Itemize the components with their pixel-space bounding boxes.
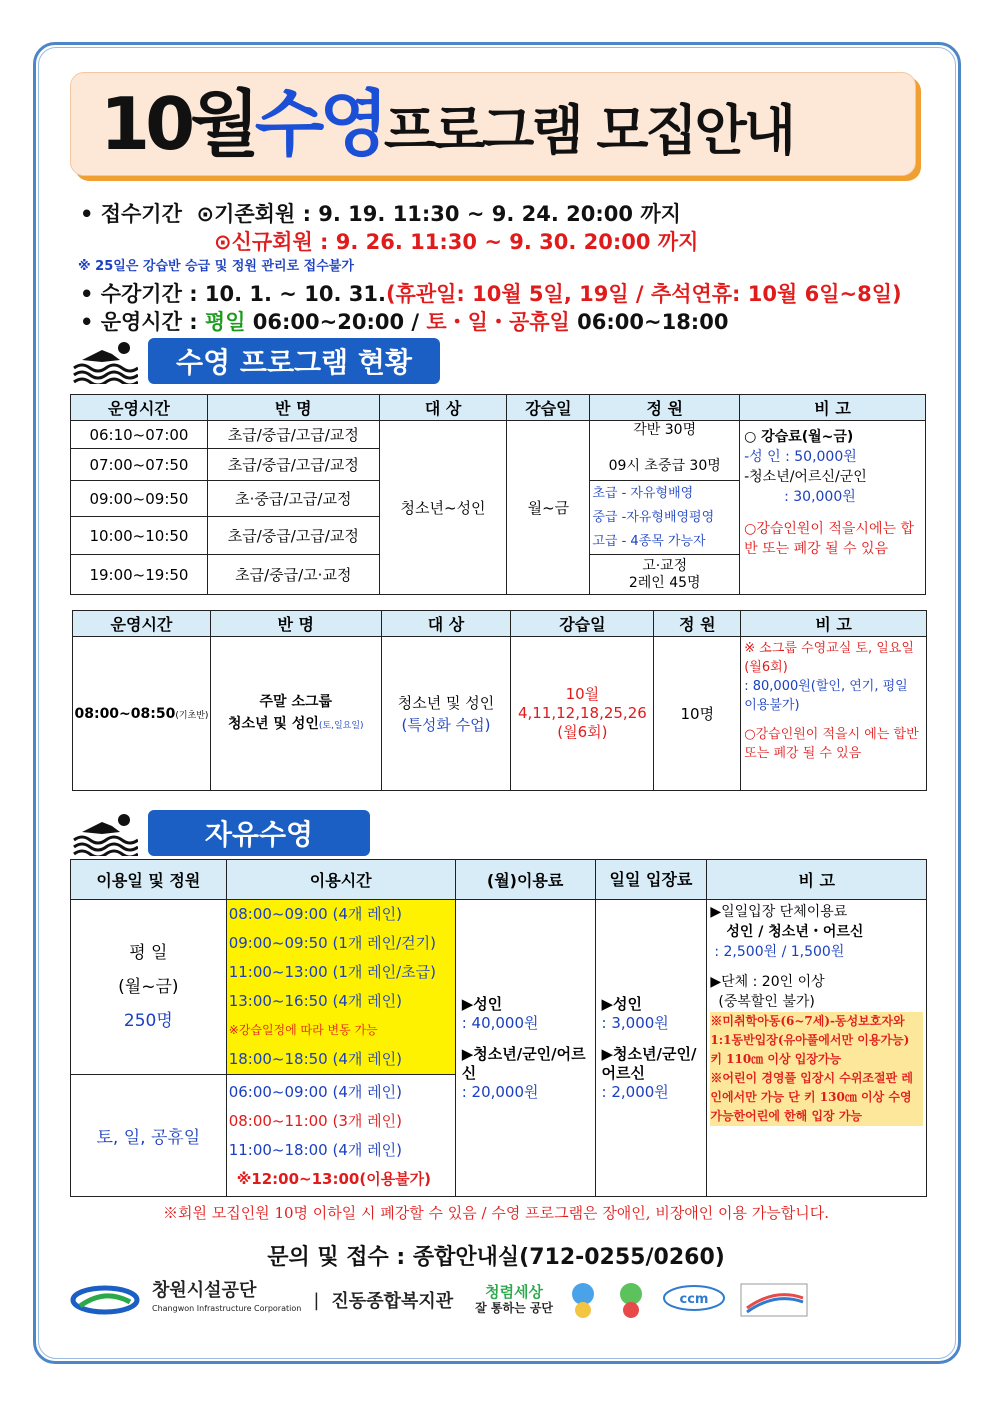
swimmer-icon [72,338,138,384]
weekend-program-table: 운영시간 반 명 대 상 강습일 정 원 비 고 08:00~08:50(기초반) 주말 소그룹 청소년 및 성인(토,일요일) 청소년 및 성인 (특성화 수업) 10월 4,11,12,18,25,26 (월6회) 10명 ※ 소그룹 수영교실 토, 일요일(월6회) : 80,000원(할인, 연기, 평일 이용불가) ○강습인원이 적을시 에는 합반 또는 폐강 될 수 있음 [72,610,927,791]
table-row: 09:00~09:50 초·중급/고급/교정 초급 - 자유형배영 중급 -자유형배영평영 고급 - 4종목 가능자 [71,481,926,517]
org-name-en: Changwon Infrastructure Corporation [152,1304,302,1313]
slogan-sub: 잘 통하는 공단 [475,1301,554,1315]
course-period-line: • 수강기간 : 10. 1. ~ 10. 31.(휴관일: 10월 5일, 19일 / 추석연휴: 10월 6일~8일) [80,282,902,306]
title-swim: 수영 [254,82,384,166]
certification-logo-icon [739,1282,809,1318]
table-row: 10:00~10:50 초급/중급/고급/교정 [71,517,926,555]
title-rest: 프로그램 모집안내 [383,99,793,162]
table-row: 평 일 (월~금) 250명 08:00~09:00 (4개 레인) 09:00~09:50 (1개 레인/걷기) 11:00~13:00 (1개 레인/초급) 13:00~16:50 (4개 레인) ※강습일정에 따라 변동 가능 18:00~18:50 (4개 레인) ▶성인 : 40,000원 ▶청소년/군인/어르신 : 20,000원 ▶성인 : 3,000원 ▶청소년/군인/어르신 : 2,000원 ▶일일입장 단체이용료 성인 / 청소년・어르신 : 2,500원 / 1,500원 ▶단체 : 20인 이상 (중복할인 불가) ※미취학아동(6~7세)-동성보호자와 1:1동반입장(유아풀에서만 이용가능) 키 110㎝ 이상 입장가능 ※어린이 경영풀 입장시 수위조절판 레인에서만 가능 단 키 130㎝ 이상 수영 가능한어린에 한해 입장 가능 [71,900,927,1075]
operation-hours-line: • 운영시간 : 평일 06:00~20:00 / 토・일・공휴일 06:00~18:00 [80,310,729,334]
section-free-swim: 자유수영 [148,810,370,856]
table-row: 토, 일, 공휴일 06:00~09:00 (4개 레인) 08:00~11:00 (3개 레인) 11:00~18:00 (4개 레인) ※12:00~13:00(이용불가) [71,1075,927,1197]
reg-period-line: • 접수기간 ⊙기존회원 : 9. 19. 11:30 ~ 9. 24. 20:00 까지 [80,202,681,226]
org-name: 창원시설공단 [152,1280,257,1301]
bottom-note: ※회원 모집인원 10명 이하일 시 폐강할 수 있음 / 수영 프로그램은 장애인, 비장애인 이용 가능합니다. [162,1204,830,1222]
ccm-logo-icon [661,1282,727,1318]
existing-members: ⊙기존회원 : 9. 19. 11:30 ~ 9. 24. 20:00 까지 [196,202,681,226]
section-program-status: 수영 프로그램 현황 [148,338,440,384]
page-title [100,78,793,177]
new-members: ⊙신규회원 : 9. 26. 11:30 ~ 9. 30. 20:00 까지 [214,230,699,254]
table-row: 08:00~08:50(기초반) 주말 소그룹 청소년 및 성인(토,일요일) 청소년 및 성인 (특성화 수업) 10월 4,11,12,18,25,26 (월6회) 10명 ※ 소그룹 수영교실 토, 일요일(월6회) : 80,000원(할인, 연기, 평일 이용불가) ○강습인원이 적을시 에는 합반 또는 폐강 될 수 있음 [73,637,927,791]
footer: 창원시설공단 Changwon Infrastructure Corporation | 진동종합복지관 청렴세상 잘 통하는 공단 ccm [70,1280,940,1320]
mascot-icon [565,1280,601,1320]
branch-name: 진동종합복지관 [331,1291,454,1312]
title-month: 10월 [100,82,255,166]
free-swim-table: 이용일 및 정원 이용시간 (월)이용료 일일 입장료 비 고 평 일 (월~금) 250명 08:00~09:00 (4개 레인) 09:00~09:50 (1개 레인/걷기) 11:00~13:00 (1개 레인/초급) 13:00~16:50 (4개 레인) ※강습일정에 따라 변동 가능 18:00~18:50 (4개 레인) ▶성인 : 40,000원 ▶청소년/군인/어르신 : 20,000원 ▶성인 : 3,000원 ▶청소년/군인/어르신 : 2,000원 ▶일일입장 단체이용료 성인 / 청소년・어르신 : 2,500원 / 1,500원 ▶단체 : 20인 이상 (중복할인 불가) ※미취학아동(6~7세)-동성보호자와 1:1동반입장(유아풀에서만 이용가능) 키 110㎝ 이상 입장가능 ※어린이 경영풀 입장시 수위조절판 레인에서만 가능 단 키 130㎝ 이상 수영 가능한어린에 한해 입장 가능 토, 일, 공휴일 06:00~09:00 (4개 레인) 08:00~11:00 (3개 레인) 11:00~18:00 (4개 레인) ※12:00~13:00(이용불가) [70,859,927,1197]
reg-note: ※ 25일은 강습반 승급 및 정원 관리로 접수불가 [78,259,354,274]
table-row: 19:00~19:50 초급/중급/고·교정 고·교정 2레인 45명 [71,555,926,595]
table-row: 07:00~07:50 초급/중급/고급/교정 [71,449,926,481]
org-logo-icon [70,1282,140,1318]
swimmer-icon [72,810,138,856]
slogan-title: 청렴세상 [485,1283,544,1301]
contact-info: 문의 및 접수 : 종합안내실(712-0255/0260) [267,1245,725,1270]
table-row: 06:10~07:00 초급/중급/고급/교정 청소년~성인 월~금 각반 30명 09시 초중급 30명 ○ 강습료(월~금) -성 인 : 50,000원 -청소년/어르신/군인 : 30,000원 ○강습인원이 적을시에는 합반 또는 폐강 될 수 있음 [71,421,926,449]
svg-text:ccm: ccm [679,1292,709,1307]
program-table: 운영시간 반 명 대 상 강습일 정 원 비 고 06:10~07:00 초급/중급/고급/교정 청소년~성인 월~금 각반 30명 09시 초중급 30명 ○ 강습료(월~금) -성 인 : 50,000원 -청소년/어르신/군인 : 30,000원 ○강습인원이 적을시에는 합반 또는 폐강 될 수 있음 07:00~07:50 초급/중급/고급/교정 09:00~09:50 초·중급/고급/교정 초급 - 자유형배영 중급 -자유형배영평영 고급 - 4종목 가능자 10:00~10:50 초급/중급/고급/교정 19:00~19:50 초급/중급/고·교정 고·교정 2레인 45명 [70,394,926,595]
mascot-icon [613,1280,649,1320]
